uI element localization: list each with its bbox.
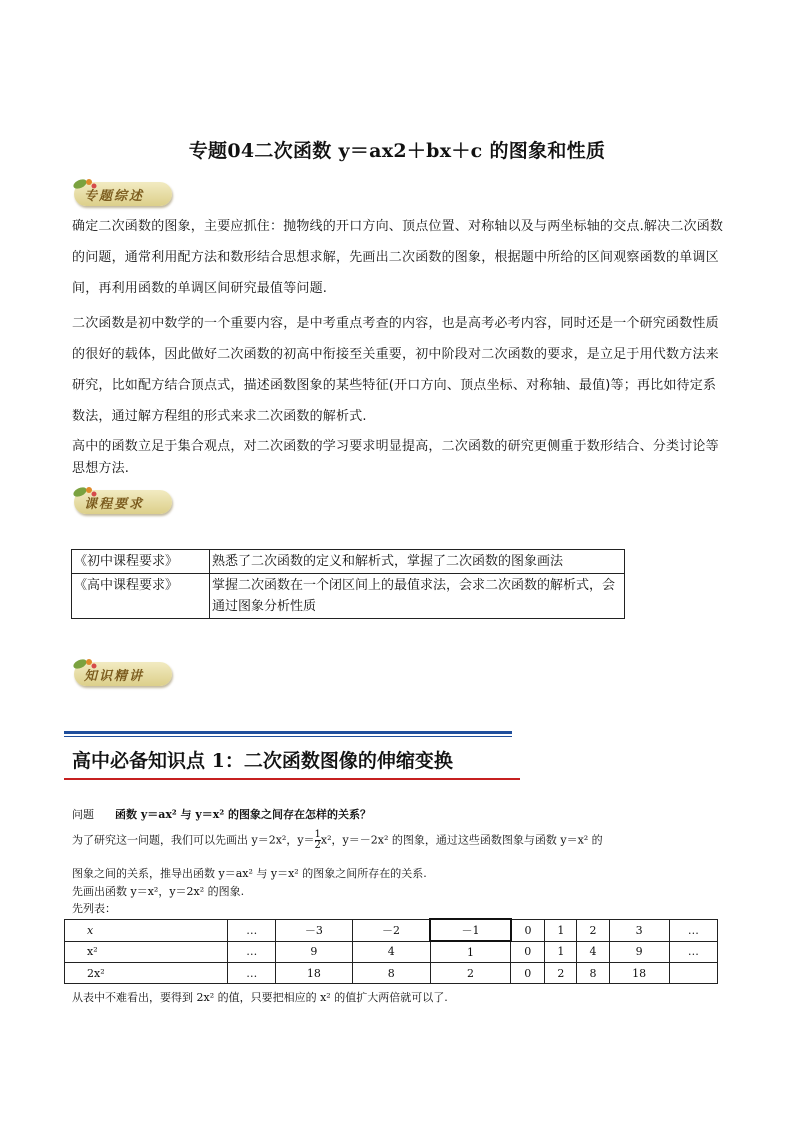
divider bbox=[64, 731, 512, 734]
value-table bbox=[64, 918, 718, 984]
problem-line-4: 先列表： bbox=[72, 902, 116, 915]
requirement-label: 《高中课程要求》 bbox=[72, 574, 210, 619]
problem-line-2: 图象之间的关系，推导出函数 y＝ax² 与 y＝x² 的图象之间所存在的关系. bbox=[72, 867, 427, 880]
problem-line-3: 先画出函数 y＝x²，y＝2x² 的图象. bbox=[72, 885, 245, 898]
table-row bbox=[72, 550, 625, 574]
knowledge-point-title: 高中必备知识点 1：二次函数图像的伸缩变换 bbox=[72, 750, 453, 772]
requirement-label: 《初中课程要求》 bbox=[72, 550, 210, 574]
problem-line-1: 为了研究这一问题，我们可以先画出 y＝2x²，y＝ $\frac{1}{2}$ x²，y＝－2x² 的图象，通过这些函数图象与函数 y＝x² 的 bbox=[72, 829, 603, 851]
section-badge-overview: 专题综述 bbox=[70, 176, 174, 208]
conclusion-text: 从表中不难看出，要得到 2x² 的值，只要把相应的 x² 的值扩大两倍就可以了. bbox=[72, 991, 448, 1004]
requirement-text: 掌握二次函数在一个闭区间上的最值求法，会求二次函数的解析式，会通过图象分析性质 bbox=[210, 574, 625, 619]
table-row: x … －3 －2 －1 0 1 2 3 … bbox=[65, 919, 718, 941]
overview-text bbox=[72, 211, 724, 480]
overview-paragraph-3: 高中的函数立足于集合观点，对二次函数的学习要求明显提高，二次函数的研究更侧重于数形结合、分类讨论等思想方法. bbox=[72, 439, 719, 476]
table-row: 2x² … 18 8 2 0 2 8 18 bbox=[65, 963, 718, 984]
problem-question: 问题 函数 y＝ax² 与 y＝x² 的图象之间存在怎样的关系？ bbox=[72, 808, 371, 821]
overview-paragraph-2: 二次函数是初中数学的一个重要内容，是中考重点考查的内容，也是高考必考内容，同时还是一个研究函数性质的很好的载体，因此做好二次函数的初高中衔接至关重要，初中阶段对二次函数的要求，是立足于用代数方法来研究，比如配方结合顶点式，描述函数图象的某些特征(开口方向、顶点坐标、对称轴、最值)等；再比如待定系数法，通过解方程组的形式来求二次函数的解析式. bbox=[72, 316, 719, 424]
requirements-table bbox=[71, 549, 625, 619]
requirement-text: 熟悉了二次函数的定义和解析式，掌握了二次函数的图象画法 bbox=[210, 550, 625, 574]
fraction: $\frac{1}{2}$ bbox=[314, 829, 321, 851]
divider bbox=[64, 778, 520, 780]
table-row bbox=[72, 574, 625, 619]
section-badge-requirements: 课程要求 bbox=[70, 484, 174, 516]
overview-paragraph-1: 确定二次函数的图象，主要应抓住：抛物线的开口方向、顶点位置、对称轴以及与两坐标轴的交点.解决二次函数的问题，通常利用配方法和数形结合思想求解，先画出二次函数的图象，根据题中所给的区间观察函数的单调区间，再利用函数的单调区间研究最值等问题. bbox=[72, 219, 724, 296]
divider bbox=[64, 736, 512, 737]
table-row: x² … 9 4 1 0 1 4 9 … bbox=[65, 941, 718, 963]
page-title: 专题04二次函数 y＝ax2＋bx＋c 的图象和性质 bbox=[188, 140, 606, 162]
section-badge-knowledge: 知识精讲 bbox=[70, 656, 174, 688]
